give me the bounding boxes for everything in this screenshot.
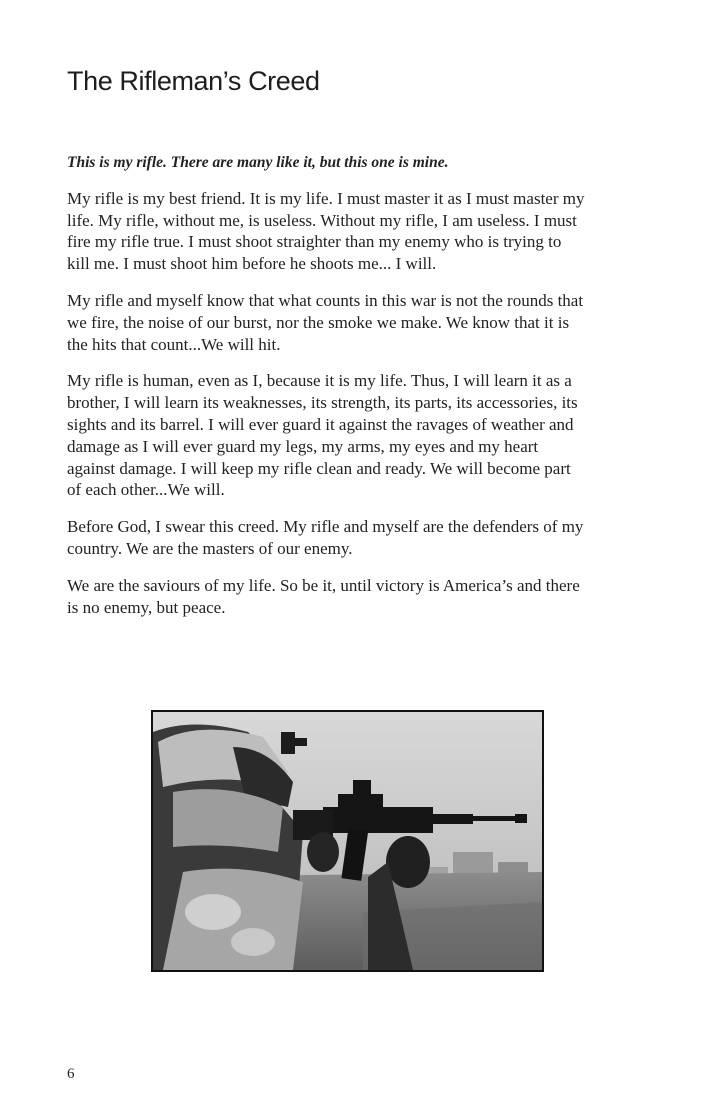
photo-illustration <box>153 712 542 970</box>
creed-paragraph-1: My rifle is my best friend. It is my life. I must master it as I must master my life. My rifle, without me, is useless. Without my rifle, I am useless. I must fire my rifle true. I must shoot straighter than my enemy who is trying to kill me. I must shoot him before he shoots me... I will. <box>67 188 585 274</box>
page-title: The Rifleman’s Creed <box>67 66 320 96</box>
creed-text <box>67 152 587 633</box>
creed-paragraph-3: My rifle is human, even as I, because it is my life. Thus, I will learn it as a brother, I will learn its weaknesses, its strength, its parts, its accessories, its sights and its barrel. I will ever guard it against the ravages of weather and damage as I will ever guard my legs, my arms, my eyes and my heart against damage. I will keep my rifle clean and ready. We will become part of each other...We will. <box>67 371 578 500</box>
creed-paragraph-4: Before God, I swear this creed. My rifle and myself are the defenders of my country. We are the masters of our enemy. <box>67 517 584 558</box>
creed-paragraph-2: My rifle and myself know that what counts in this war is not the rounds that we fire, the noise of our burst, nor the smoke we make. We know that it is the hits that count...We will hit. <box>67 290 584 354</box>
creed-paragraph-5: We are the saviours of my life. So be it, until victory is America’s and there is no enemy, but peace. <box>67 575 580 617</box>
soldier-with-rifle-photo <box>151 710 544 972</box>
page-number: 6 <box>67 1066 75 1082</box>
creed-lead-line: This is my rifle. There are many like it, but this one is mine. <box>67 154 449 171</box>
